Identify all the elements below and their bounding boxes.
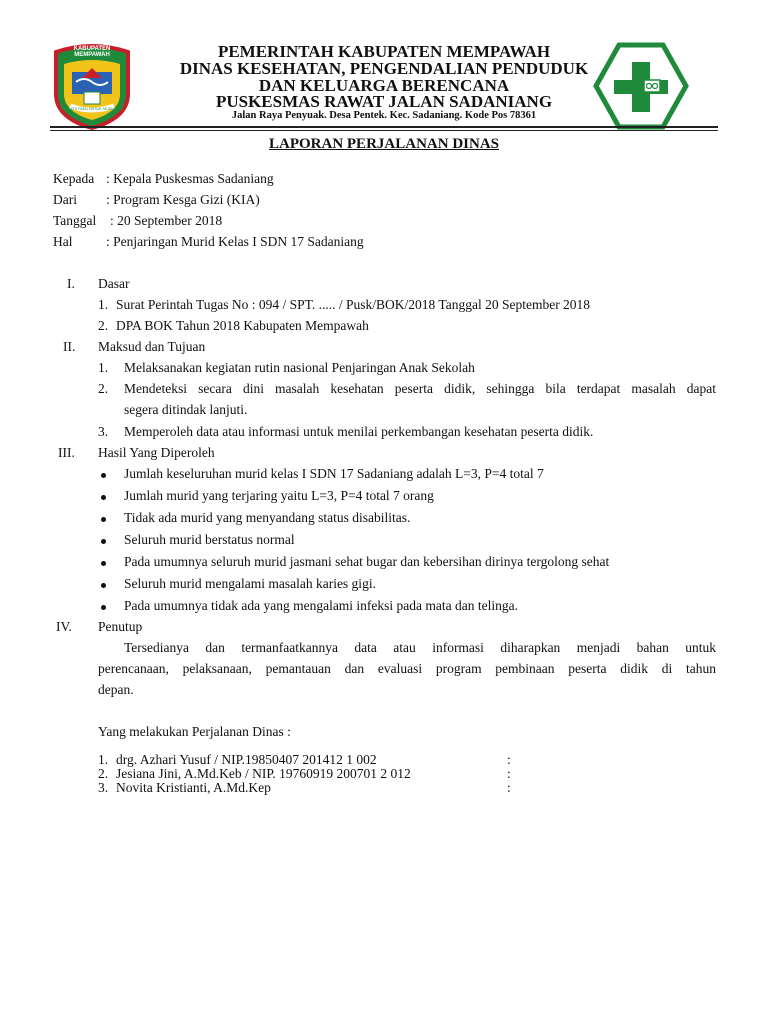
bullet-icon (101, 495, 106, 500)
signer-number: 1. (98, 752, 109, 767)
section-title: Hasil Yang Diperoleh (98, 445, 215, 460)
meta-label-dari: Dari (53, 192, 77, 207)
bullet-icon (101, 605, 106, 610)
list-number: 2. (98, 381, 109, 396)
left-logo-motto: BERSATU PADU UNTUK SEJAHTERA (60, 107, 124, 111)
bullet-icon (101, 517, 106, 522)
bullet-item: Jumlah keseluruhan murid kelas I SDN 17 Sadaniang adalah L=3, P=4 total 7 (124, 466, 544, 481)
list-item: DPA BOK Tahun 2018 Kabupaten Mempawah (116, 318, 369, 333)
bullet-item: Pada umumnya seluruh murid jasmani sehat bugar dan kebersihan dirinya tergolong sehat (124, 554, 610, 569)
meta-value-dari: : Program Kesga Gizi (KIA) (106, 192, 260, 207)
bullet-item: Pada umumnya tidak ada yang mengalami infeksi pada mata dan telinga. (124, 598, 518, 613)
bullet-icon (101, 583, 106, 588)
bullet-item: Seluruh murid mengalami masalah karies gigi. (124, 576, 376, 591)
closing-paragraph-line-2: perencanaan, pelaksanaan, pemantauan dan evaluasi program pembinaan peserta didik di tahun (98, 661, 716, 676)
section-title: Maksud dan Tujuan (98, 339, 206, 354)
bullet-icon (101, 561, 106, 566)
signer-name: drg. Azhari Yusuf / NIP.19850407 201412 1 002 (116, 752, 377, 767)
document-title: LAPORAN PERJALANAN DINAS (268, 136, 499, 152)
list-number: 1. (98, 360, 109, 375)
list-item: Mendeteksi secara dini masalah kesehatan peserta didik, sehingga bila terdapat masalah dapat (124, 381, 716, 396)
letterhead-line-2: DINAS KESEHATAN, PENGENDALIAN PENDUDUK (179, 59, 589, 78)
letterhead-line-4: PUSKESMAS RAWAT JALAN SADANIANG (215, 92, 553, 111)
bullet-item: Jumlah murid yang terjaring yaitu L=3, P=4 total 7 orang (124, 488, 434, 503)
signer-number: 3. (98, 780, 109, 795)
section-number: I. (67, 276, 75, 291)
section-number: III. (58, 445, 75, 460)
letterhead-line-1: PEMERINTAH KABUPATEN MEMPAWAH (217, 42, 551, 61)
signer-name: Novita Kristianti, A.Md.Kep (116, 780, 271, 795)
signer-number: 2. (98, 766, 109, 781)
meta-value-kepada: : Kepala Puskesmas Sadaniang (106, 171, 274, 186)
left-logo-text: KABUPATEN MEMPAWAH (73, 46, 111, 58)
list-item: Memperoleh data atau informasi untuk menilai perkembangan kesehatan peserta didik. (124, 424, 594, 439)
signature-colon: : (507, 780, 511, 795)
list-number: 2. (98, 318, 109, 333)
meta-label-hal: Hal (53, 234, 73, 249)
list-item: Melaksanakan kegiatan rutin nasional Penjaringan Anak Sekolah (124, 360, 475, 375)
header-rule-thin (50, 130, 718, 131)
bullet-icon (101, 473, 106, 478)
list-item: Surat Perintah Tugas No : 094 / SPT. ..... / Pusk/BOK/2018 Tanggal 20 September 2018 (116, 297, 591, 312)
signature-colon: : (507, 752, 511, 767)
section-title: Penutup (98, 619, 143, 634)
closing-paragraph-line-1: Tersedianya dan termanfaatkannya data atau informasi diharapkan menjadi bahan untuk (124, 640, 716, 655)
signers-intro: Yang melakukan Perjalanan Dinas : (98, 724, 291, 739)
meta-label-tanggal: Tanggal (53, 213, 97, 228)
bullet-item: Tidak ada murid yang menyandang status disabilitas. (124, 510, 411, 525)
closing-paragraph-line-3: depan. (98, 682, 134, 697)
meta-label-kepada: Kepada (53, 171, 95, 186)
section-title: Dasar (98, 276, 130, 291)
letterhead-address: Jalan Raya Penyuak. Desa Pentek. Kec. Sadaniang. Kode Pos 78361 (231, 110, 537, 121)
list-item-continuation: segera ditindak lanjuti. (124, 402, 248, 417)
meta-value-tanggal: : 20 September 2018 (110, 213, 223, 228)
section-number: IV. (56, 619, 72, 634)
meta-value-hal: : Penjaringan Murid Kelas I SDN 17 Sadaniang (106, 234, 364, 249)
signer-name: Jesiana Jini, A.Md.Keb / NIP. 19760919 200701 2 012 (116, 766, 411, 781)
bullet-icon (101, 539, 106, 544)
list-number: 1. (98, 297, 109, 312)
section-number: II. (63, 339, 76, 354)
signature-colon: : (507, 766, 511, 781)
bullet-item: Seluruh murid berstatus normal (124, 532, 295, 547)
letterhead-line-3: DAN KELUARGA BERENCANA (258, 76, 510, 95)
header-rule-thick (50, 126, 718, 128)
list-number: 3. (98, 424, 109, 439)
